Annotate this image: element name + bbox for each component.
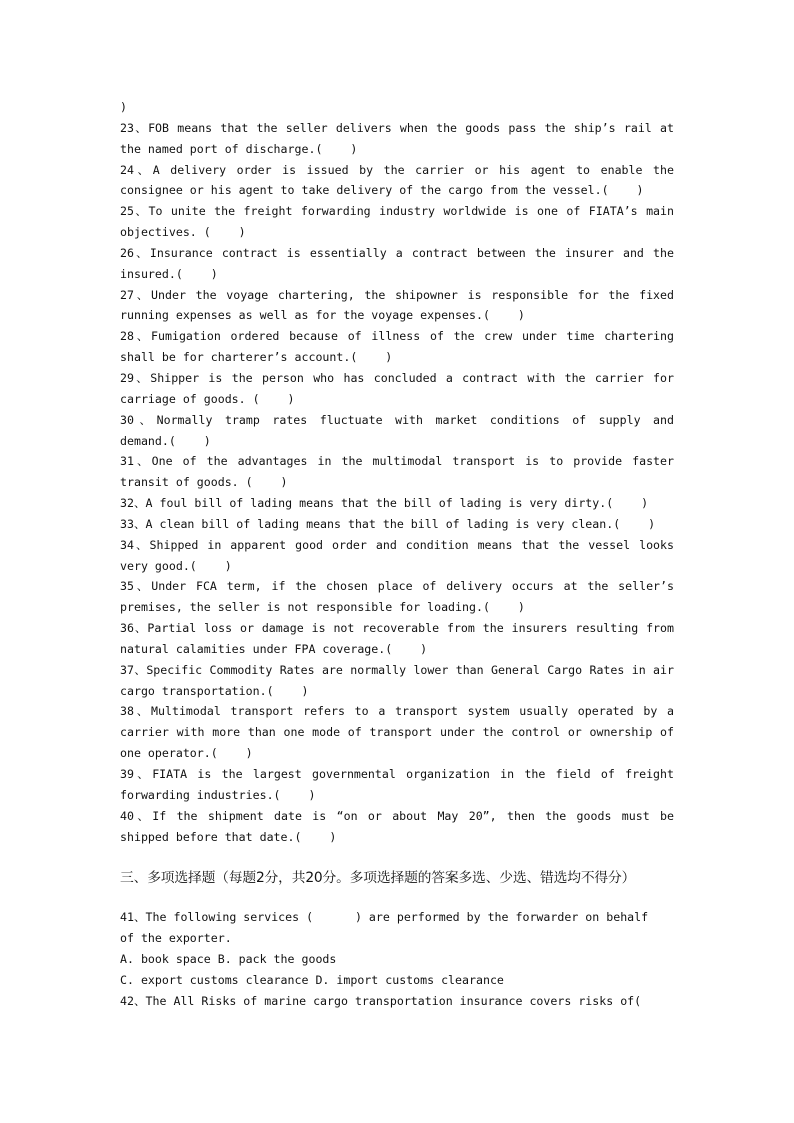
question-line: consignee or his agent to take delivery of the cargo from the vessel.( ) [120,183,644,198]
question-line: 34、Shipped in apparent good order and condition means that the vessel looks [120,537,674,552]
question-line: transit of goods. ( ) [120,475,288,490]
question-line: the named port of discharge.( ) [120,141,358,156]
question-line: carriage of goods. ( ) [120,391,295,406]
question-item [120,493,674,514]
question-item [120,451,674,493]
question-line: 28、Fumigation ordered because of illness of the crew under time chartering [120,329,674,344]
question-line: 30、Normally tramp rates fluctuate with market conditions of supply and [120,412,674,427]
question-item [120,201,674,243]
question-item [120,660,674,702]
question-item [120,118,674,160]
question-line: insured.( ) [120,266,218,281]
question-line: running expenses as well as for the voyage expenses.( ) [120,308,525,323]
question-line: 27、Under the voyage chartering, the shipowner is responsible for the fixed [120,287,674,302]
question-item [120,243,674,285]
question-line: 41、The following services ( ) are performed by the forwarder on behalf [120,910,649,925]
question-line: cargo transportation.( ) [120,683,309,698]
question-line: 29、Shipper is the person who has concluded a contract with the carrier for [120,370,674,385]
question-line: demand.( ) [120,433,211,448]
question-line: 32、A foul bill of lading means that the bill of lading is very dirty.( ) [120,496,649,511]
top-fragment [120,97,674,118]
question-line: 31、One of the advantages in the multimodal transport is to provide faster [120,454,674,469]
question-item [120,160,674,202]
question-line: 40、If the shipment date is “on or about May 20”, then the goods must be [120,808,674,823]
question-item [120,326,674,368]
question-item [120,618,674,660]
question-item [120,701,674,764]
question-line: 26、Insurance contract is essentially a contract between the insurer and the [120,245,674,260]
question-line: 42、The All Risks of marine cargo transportation insurance covers risks of( [120,993,642,1008]
question-item [120,514,674,535]
question-line: premises, the seller is not responsible for loading.( ) [120,600,525,615]
true-false-questions [120,118,674,848]
text-line: ) [120,100,127,114]
question-item [120,535,674,577]
question-item [120,991,674,1012]
question-line: 24、A delivery order is issued by the carrier or his agent to enable the [120,162,674,177]
question-item [120,368,674,410]
question-item [120,764,674,806]
question-line: 25、To unite the freight forwarding industry worldwide is one of FIATA’s main [120,204,674,219]
question-item [120,907,674,990]
question-line: 35、Under FCA term, if the chosen place of delivery occurs at the seller’s [120,579,674,594]
question-line: 36、Partial loss or damage is not recoverable from the insurers resulting from [120,621,674,636]
multiple-choice-questions [120,907,674,1011]
question-line: very good.( ) [120,558,232,573]
question-line: objectives. ( ) [120,225,246,240]
document-page [120,97,674,1012]
section-heading: 三、多项选择题（每题2分，共20分。多项选择题的答案多选、少选、错选均不得分） [120,870,636,887]
question-item [120,806,674,848]
question-line: natural calamities under FPA coverage.( ) [120,641,428,656]
question-line: C. export customs clearance D. import customs clearance [120,972,504,987]
question-line: of the exporter. [120,931,232,946]
question-item [120,285,674,327]
question-line: A. book space B. pack the goods [120,952,337,967]
question-line: forwarding industries.( ) [120,787,316,802]
question-line: 39、FIATA is the largest governmental organization in the field of freight [120,767,674,781]
question-line: 37、Specific Commodity Rates are normally lower than General Cargo Rates in air [120,662,674,677]
question-line: shall be for charterer’s account.( ) [120,350,393,365]
question-line: 23、FOB means that the seller delivers when the goods pass the ship’s rail at [120,120,674,135]
question-line: 38、Multimodal transport refers to a transport system usually operated by a [120,704,674,719]
question-line: shipped before that date.( ) [120,829,337,844]
question-item [120,410,674,452]
question-line: 33、A clean bill of lading means that the bill of lading is very clean.( ) [120,516,656,531]
question-line: carrier with more than one mode of transport under the control or ownership of [120,725,674,740]
question-item [120,576,674,618]
question-line: one operator.( ) [120,746,253,761]
